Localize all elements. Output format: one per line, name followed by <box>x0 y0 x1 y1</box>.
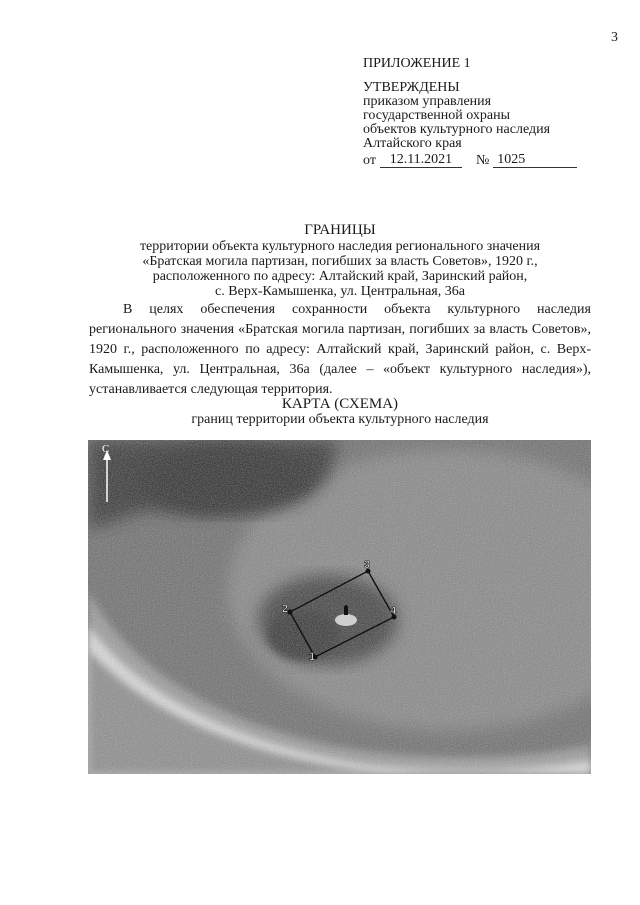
point-label-3: 3 <box>364 559 371 571</box>
point-label-2: 2 <box>282 603 289 615</box>
approval-line-2: государственной охраны <box>363 108 511 123</box>
boundaries-line-2: «Братская могила партизан, погибших за власть Советов», 1920 г., <box>142 254 538 269</box>
approved-label: УТВЕРЖДЕНЫ <box>363 80 460 95</box>
boundaries-line-1: территории объекта культурного наследия регионального значения <box>139 239 541 254</box>
boundary-vertex-2 <box>288 610 293 615</box>
date-prefix: от <box>363 153 376 168</box>
map-heading <box>89 397 591 427</box>
north-label: С <box>102 443 110 455</box>
map-subtitle: границ территории объекта культурного наследия <box>191 412 489 427</box>
appendix-label: ПРИЛОЖЕНИЕ 1 <box>363 56 471 71</box>
number-prefix: № <box>475 153 490 168</box>
order-number: 1025 <box>493 153 577 168</box>
point-label-4: 4 <box>390 605 397 617</box>
boundaries-heading <box>100 223 580 299</box>
boundaries-title: ГРАНИЦЫ <box>304 222 376 238</box>
approval-line-4: Алтайского края <box>363 136 462 151</box>
satellite-map <box>88 440 591 774</box>
boundaries-line-4: с. Верх-Камышенка, ул. Центральная, 36а <box>215 284 465 299</box>
approval-block <box>363 57 623 168</box>
order-date: 12.11.2021 <box>380 153 462 168</box>
approval-line-3: объектов культурного наследия <box>363 122 551 137</box>
map-scheme <box>88 440 591 774</box>
body-paragraph: В целях обеспечения сохранности объекта культурного наследия регионального значения «Братская могила партизан, погибших за власть Советов», 1920 г., расположенного по адресу: Алтайский край, Заринский район, с. Верх-Камышенка, ул. Центральная, 36а (далее – «объект культурного наследия»), устанавливается следующая территория. <box>89 302 591 397</box>
boundaries-line-3: расположенного по адресу: Алтайский край, Заринский район, <box>152 269 528 284</box>
point-label-1: 1 <box>309 651 316 663</box>
approval-line-1: приказом управления <box>363 94 492 109</box>
order-date-row <box>363 153 623 168</box>
map-title: КАРТА (СХЕМА) <box>281 396 399 412</box>
page-number: 3 <box>611 30 618 45</box>
